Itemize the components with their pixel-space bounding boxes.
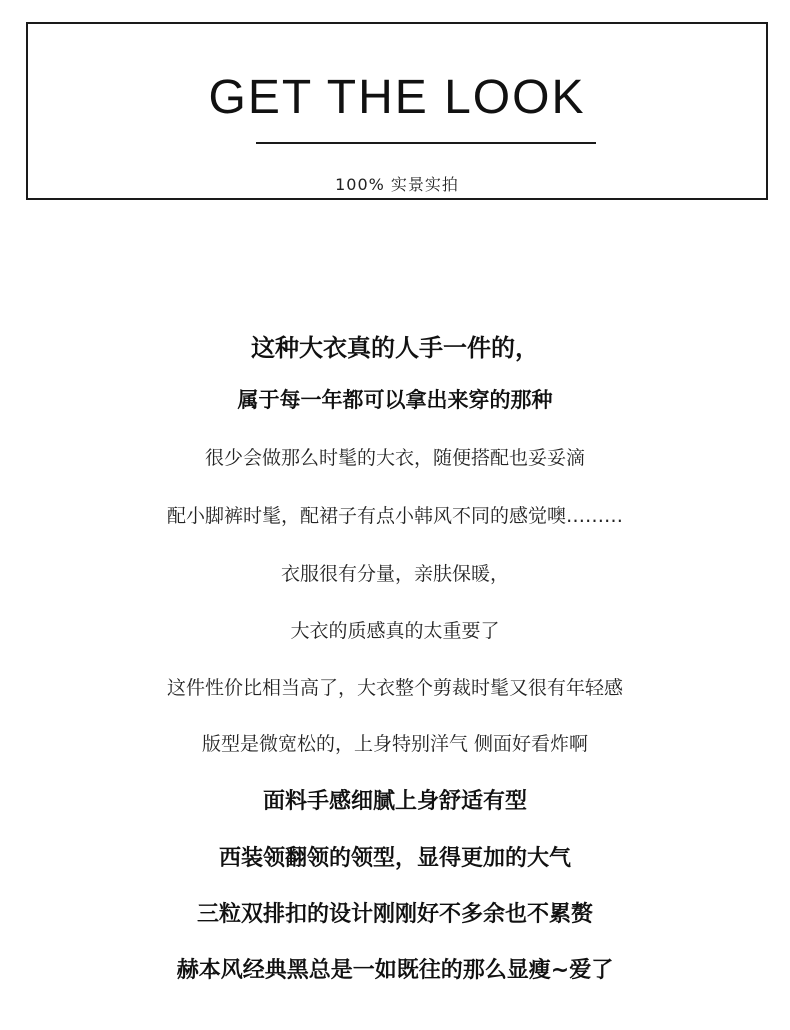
- copy-line-2: 属于每一年都可以拿出来穿的那种: [237, 388, 553, 412]
- copy-line-8: 版型是微宽松的，上身特别洋气 侧面好看炸啊: [201, 733, 589, 755]
- copy-line-6: 大衣的质感真的太重要了: [290, 620, 500, 642]
- get-the-look-header: [26, 22, 768, 200]
- title-underline: [256, 142, 596, 144]
- copy-line-10: 西装领翻领的领型，显得更加的大气: [218, 846, 571, 871]
- copy-line-1: 这种大衣真的人手一件的，: [251, 334, 539, 362]
- copy-line-11: 三粒双排扣的设计刚刚好不多余也不累赘: [196, 902, 593, 927]
- copy-line-3: 很少会做那么时髦的大衣，随便搭配也妥妥滴: [204, 447, 585, 469]
- copy-line-5: 衣服很有分量，亲肤保暖，: [280, 563, 509, 585]
- page-subtitle: 100% 实景实拍: [335, 175, 459, 194]
- copy-line-12: 赫本风经典黑总是一如既往的那么显瘦~爱了: [176, 958, 614, 983]
- copy-line-4: 配小脚裤时髦，配裙子有点小韩风不同的感觉噢………: [166, 505, 623, 527]
- page-title: GET THE LOOK: [208, 71, 586, 124]
- copy-line-7: 这件性价比相当高了，大衣整个剪裁时髦又很有年轻感: [166, 677, 623, 699]
- copy-line-9: 面料手感细腻上身舒适有型: [262, 789, 527, 814]
